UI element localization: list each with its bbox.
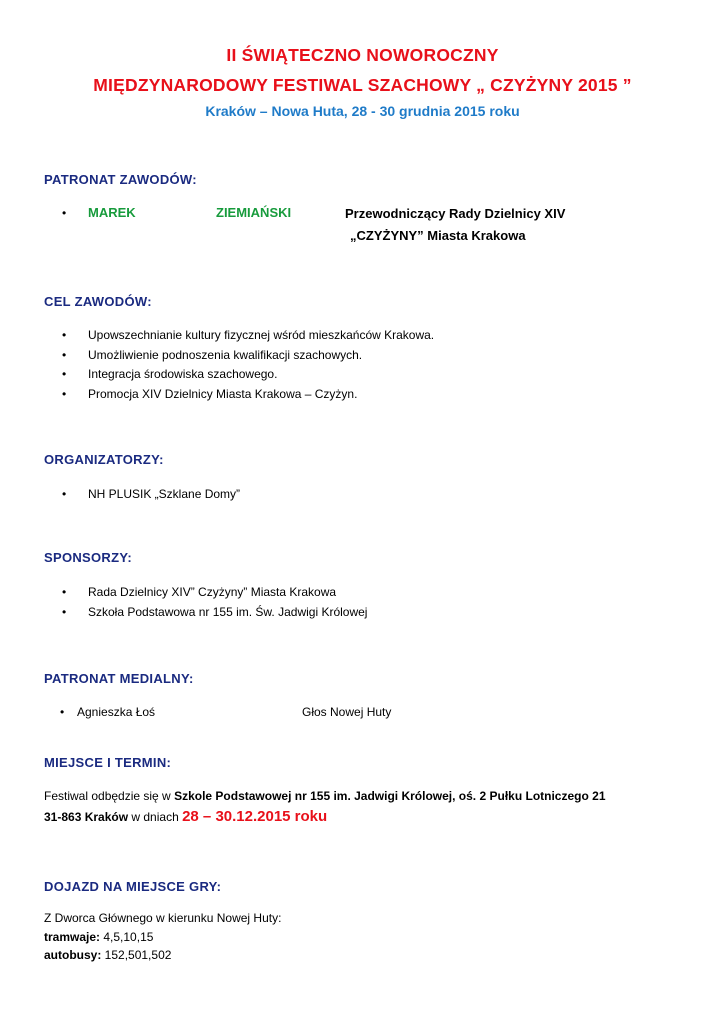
bullet: • bbox=[62, 348, 67, 362]
title-line-2: MIĘDZYNARODOWY FESTIWAL SZACHOWY „ CZYŻYNY 2015 ” bbox=[93, 75, 632, 95]
patron-role-line-1: Przewodniczący Rady Dzielnicy XIV bbox=[345, 206, 566, 221]
heading-miejsce-i-termin: MIEJSCE I TERMIN: bbox=[44, 755, 172, 770]
bus-label: autobusy: bbox=[44, 948, 102, 962]
title-location-date: Kraków – Nowa Huta, 28 - 30 grudnia 2015 roku bbox=[205, 103, 520, 119]
venue-line-2 bbox=[44, 808, 327, 825]
heading-patronat-medialny: PATRONAT MEDIALNY: bbox=[44, 671, 194, 686]
venue-line-1 bbox=[44, 789, 606, 803]
heading-sponsorzy: SPONSORZY: bbox=[44, 550, 132, 565]
venue-address: Szkole Podstawowej nr 155 im. Jadwigi Królowej, oś. 2 Pułku Lotniczego 21 bbox=[174, 789, 606, 803]
venue-dates-prefix: w dniach bbox=[128, 810, 183, 824]
list-item: Umożliwienie podnoszenia kwalifikacji szachowych. bbox=[88, 348, 363, 362]
bus-lines: 152,501,502 bbox=[101, 948, 172, 962]
title-line-1: II ŚWIĄTECZNO NOWOROCZNY bbox=[226, 45, 499, 65]
directions-bus bbox=[44, 948, 171, 962]
heading-organizatorzy: ORGANIZATORZY: bbox=[44, 452, 164, 467]
bullet: • bbox=[60, 705, 65, 719]
list-item: NH PLUSIK „Szklane Domy” bbox=[88, 487, 241, 501]
bullet: • bbox=[62, 328, 67, 342]
heading-dojazd: DOJAZD NA MIEJSCE GRY: bbox=[44, 879, 222, 894]
patron-first-name: MAREK bbox=[88, 205, 136, 220]
heading-cel-zawodow: CEL ZAWODÓW: bbox=[44, 294, 152, 309]
bullet: • bbox=[62, 487, 67, 501]
patron-last-name: ZIEMIAŃSKI bbox=[216, 205, 292, 220]
list-item: Upowszechnianie kultury fizycznej wśród mieszkańców Krakowa. bbox=[88, 328, 435, 342]
bullet: • bbox=[62, 367, 67, 381]
heading-patronat-zawodow: PATRONAT ZAWODÓW: bbox=[44, 172, 197, 187]
bullet: • bbox=[62, 585, 67, 599]
list-item: Integracja środowiska szachowego. bbox=[88, 367, 278, 381]
list-item: Rada Dzielnicy XIV” Czyżyny” Miasta Krakowa bbox=[88, 585, 337, 599]
list-item: Promocja XIV Dzielnicy Miasta Krakowa – Czyżyn. bbox=[88, 387, 358, 401]
media-patron-person: Agnieszka Łoś bbox=[77, 705, 156, 719]
media-patron-outlet: Głos Nowej Huty bbox=[302, 705, 392, 719]
bullet: • bbox=[62, 387, 67, 401]
tram-label: tramwaje: bbox=[44, 930, 101, 944]
venue-prefix: Festiwal odbędzie się w bbox=[44, 789, 175, 803]
patron-role-line-2: „CZYŻYNY” Miasta Krakowa bbox=[350, 228, 526, 243]
event-dates: 28 – 30.12.2015 roku bbox=[182, 808, 328, 825]
directions-tram bbox=[44, 930, 153, 944]
tram-lines: 4,5,10,15 bbox=[100, 930, 154, 944]
bullet: • bbox=[62, 206, 67, 220]
venue-postcode-city: 31-863 Kraków bbox=[44, 810, 129, 824]
list-item: Szkoła Podstawowa nr 155 im. Św. Jadwigi Królowej bbox=[88, 605, 368, 619]
directions-intro: Z Dworca Głównego w kierunku Nowej Huty: bbox=[44, 911, 282, 925]
bullet: • bbox=[62, 605, 67, 619]
